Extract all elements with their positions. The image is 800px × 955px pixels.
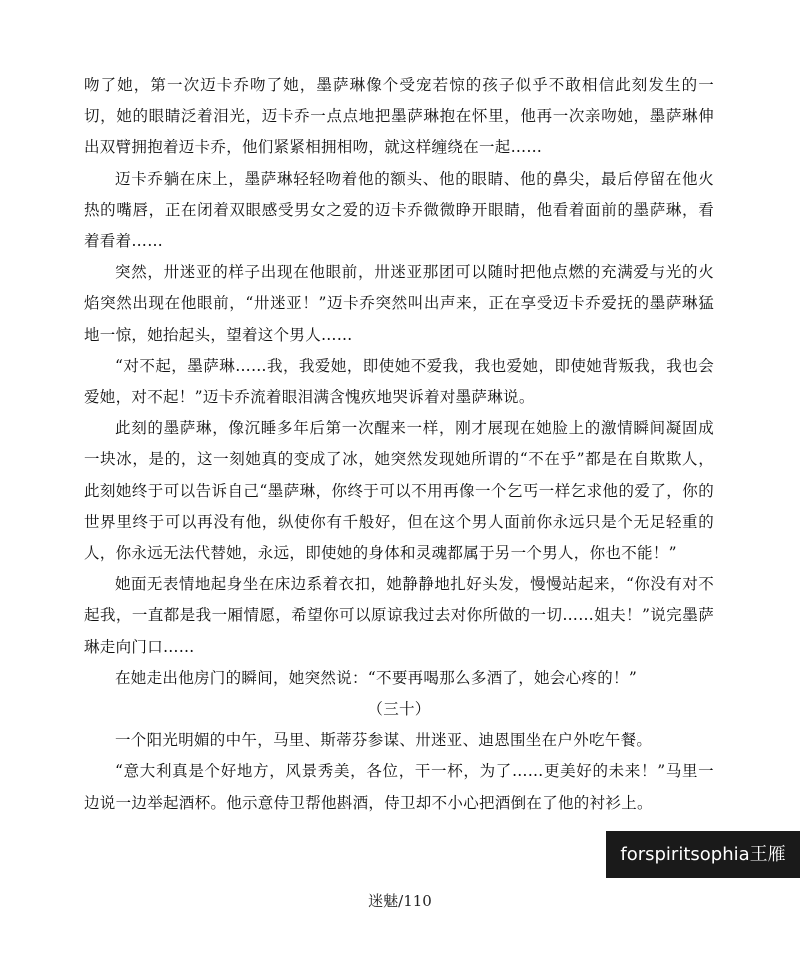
paragraph-3: 突然，卅迷亚的样子出现在他眼前，卅迷亚那团可以随时把他点燃的充满爱与光的火焰突然出现在他眼前，“卅迷亚！”迈卡乔突然叫出声来，正在享受迈卡乔爱抚的墨萨琳猛地一惊，她抬起头，望着这个男人…… bbox=[84, 263, 714, 344]
paragraph-5: 此刻的墨萨琳，像沉睡多年后第一次醒来一样，刚才展现在她脸上的激情瞬间凝固成一块冰，是的，这一刻她真的变成了冰，她突然发现她所谓的“不在乎”都是在自欺欺人，此刻她终于可以告诉自己“墨萨琳，你终于可以不用再像一个乞丐一样乞求他的爱了，你的世界里终于可以再没有他，纵使你有千般好，但在这个男人面前你永远只是个无足轻重的人，你永远无法代替她，永远，即使她的身体和灵魂都属于另一个男人，你也不能！” bbox=[84, 419, 714, 563]
paragraph-9: “意大利真是个好地方，风景秀美，各位，干一杯，为了……更美好的未来！”马里一边说一边举起酒杯。他示意侍卫帮他斟酒，侍卫却不小心把酒倒在了他的衬衫上。 bbox=[84, 762, 714, 812]
section-heading: （三十） bbox=[367, 700, 431, 719]
paragraph-1: 吻了她，第一次迈卡乔吻了她，墨萨琳像个受宠若惊的孩子似乎不敢相信此刻发生的一切，她的眼睛泛着泪光，迈卡乔一点点地把墨萨琳抱在怀里，他再一次亲吻她，墨萨琳伸出双臂拥抱着迈卡乔，他们紧紧相拥相吻，就这样缠绕在一起…… bbox=[84, 76, 714, 157]
paragraph-7: 在她走出他房门的瞬间，她突然说：“不要再喝那么多酒了，她会心疼的！” bbox=[115, 668, 638, 687]
page-body bbox=[84, 70, 714, 819]
watermark-badge: forspiritsophia王雁 bbox=[606, 831, 800, 878]
paragraph-8: 一个阳光明媚的中午，马里、斯蒂芬参谋、卅迷亚、迪恩围坐在户外吃午餐。 bbox=[115, 731, 653, 750]
page-footer: 迷魅/110 bbox=[368, 892, 432, 910]
paragraph-6: 她面无表情地起身坐在床边系着衣扣，她静静地扎好头发，慢慢站起来，“你没有对不起我，一直都是我一厢情愿，希望你可以原谅我过去对你所做的一切……姐夫！”说完墨萨琳走向门口…… bbox=[84, 575, 714, 656]
paragraph-4: “对不起，墨萨琳……我，我爱她，即使她不爱我，我也爱她，即使她背叛我，我也会爱她，对不起！”迈卡乔流着眼泪满含愧疚地哭诉着对墨萨琳说。 bbox=[84, 356, 714, 407]
paragraph-2: 迈卡乔躺在床上，墨萨琳轻轻吻着他的额头、他的眼睛、他的鼻尖，最后停留在他火热的嘴唇，正在闭着双眼感受男女之爱的迈卡乔微微睁开眼睛，他看着面前的墨萨琳，看着看着…… bbox=[84, 169, 714, 251]
